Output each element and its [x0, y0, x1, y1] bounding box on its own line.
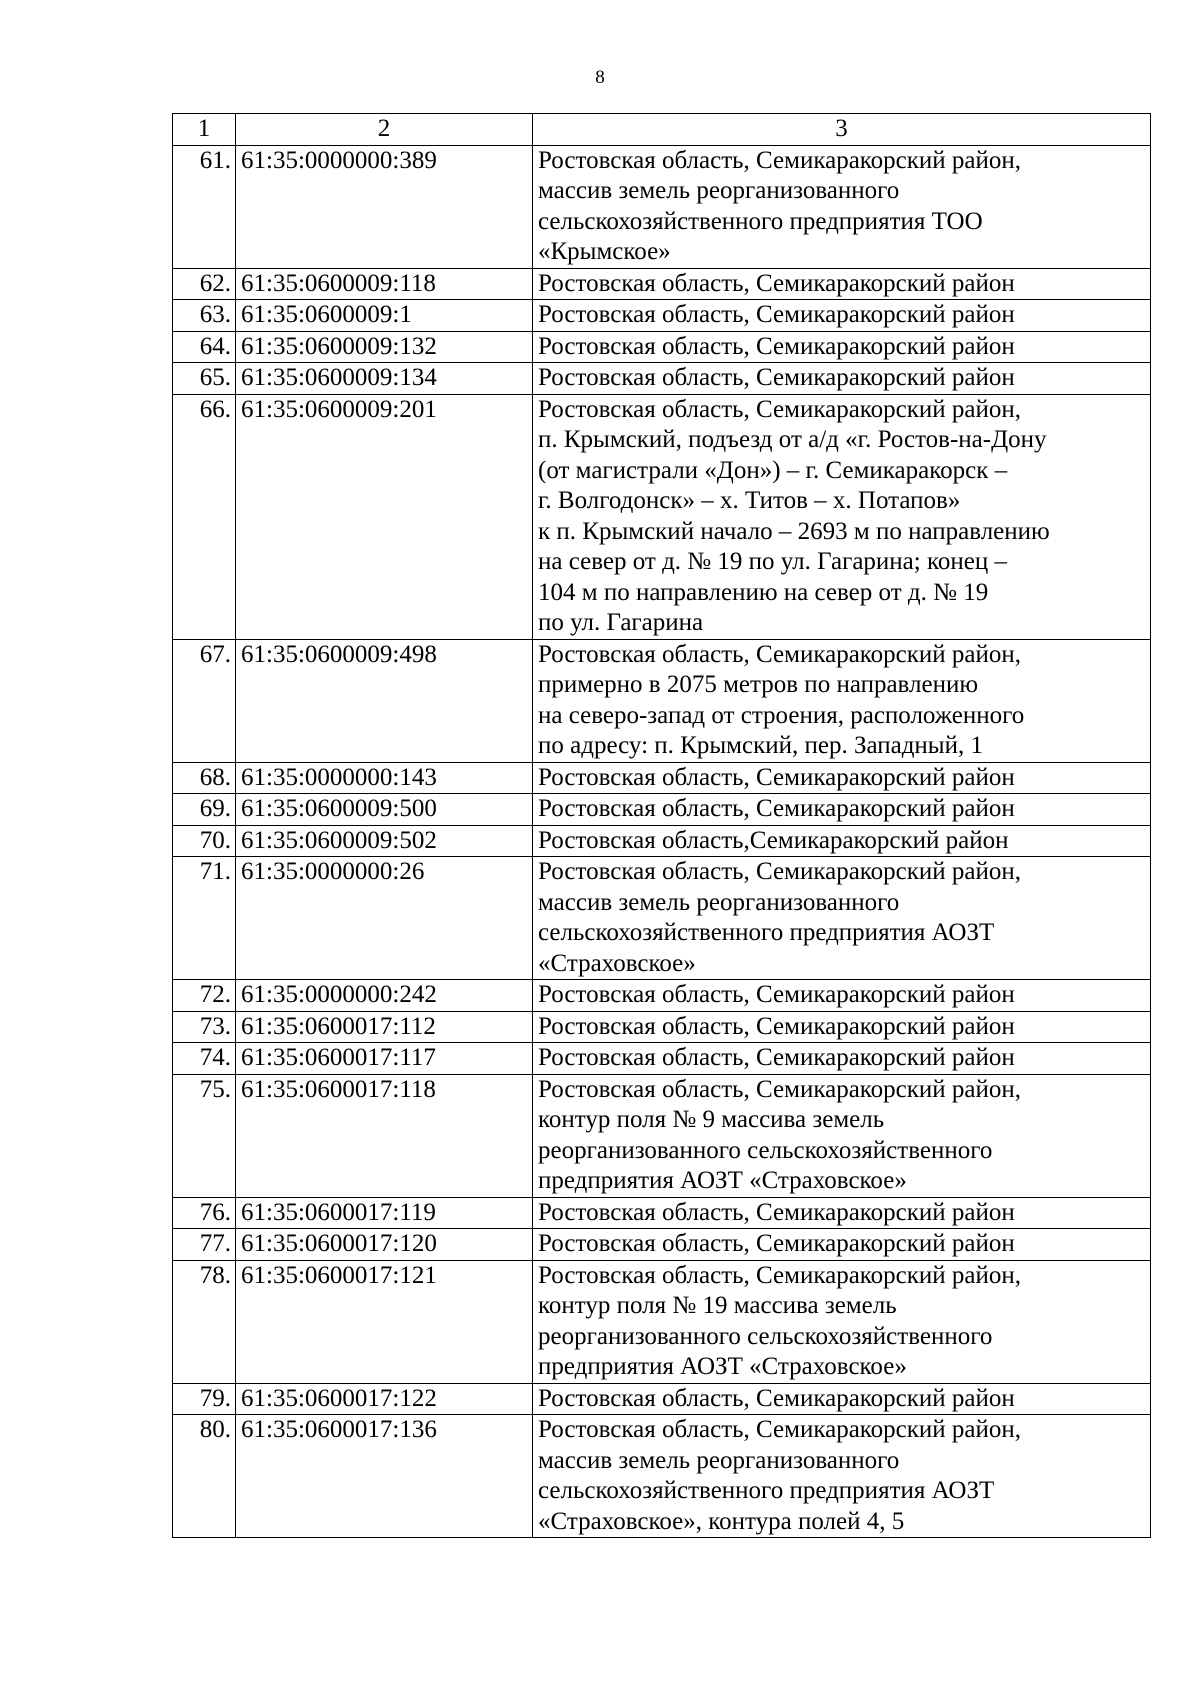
row-number: 71. — [173, 857, 236, 980]
parcel-address: Ростовская область,Семикаракорский район — [533, 825, 1151, 857]
cadastral-number: 61:35:0600009:132 — [236, 331, 533, 363]
parcel-address: Ростовская область, Семикаракорский район — [533, 762, 1151, 794]
row-number: 80. — [173, 1415, 236, 1538]
cadastral-number: 61:35:0600009:498 — [236, 639, 533, 762]
cadastral-number: 61:35:0000000:242 — [236, 980, 533, 1012]
parcel-address: Ростовская область, Семикаракорский район — [533, 1011, 1151, 1043]
table-row — [173, 1043, 1151, 1075]
parcel-address: Ростовская область, Семикаракорский район — [533, 1043, 1151, 1075]
row-number: 63. — [173, 300, 236, 332]
column-header-cadastral: 2 — [236, 114, 533, 146]
table-row — [173, 1074, 1151, 1197]
row-number: 78. — [173, 1260, 236, 1383]
cadastral-number: 61:35:0600009:502 — [236, 825, 533, 857]
table-row — [173, 1415, 1151, 1538]
cadastral-number: 61:35:0600017:118 — [236, 1074, 533, 1197]
row-number: 69. — [173, 794, 236, 826]
column-header-address: 3 — [533, 114, 1151, 146]
row-number: 73. — [173, 1011, 236, 1043]
parcel-address: Ростовская область, Семикаракорский район — [533, 300, 1151, 332]
row-number: 76. — [173, 1197, 236, 1229]
table-row — [173, 980, 1151, 1012]
row-number: 77. — [173, 1229, 236, 1261]
row-number: 67. — [173, 639, 236, 762]
page-number: 8 — [595, 67, 605, 88]
cadastral-number: 61:35:0000000:26 — [236, 857, 533, 980]
cadastral-number: 61:35:0600017:136 — [236, 1415, 533, 1538]
parcel-address: Ростовская область, Семикаракорский район — [533, 363, 1151, 395]
row-number: 65. — [173, 363, 236, 395]
cadastral-number: 61:35:0600017:122 — [236, 1383, 533, 1415]
parcel-address: Ростовская область, Семикаракорский район, массив земель реорганизованного сельскохозяйственного предприятия ТОО «Крымское» — [533, 145, 1151, 268]
column-header-number: 1 — [173, 114, 236, 146]
table-row — [173, 268, 1151, 300]
parcel-address: Ростовская область, Семикаракорский район — [533, 980, 1151, 1012]
cadastral-number: 61:35:0000000:389 — [236, 145, 533, 268]
row-number: 68. — [173, 762, 236, 794]
row-number: 62. — [173, 268, 236, 300]
cadastral-number: 61:35:0000000:143 — [236, 762, 533, 794]
parcel-address: Ростовская область, Семикаракорский район — [533, 1197, 1151, 1229]
table-header-row — [173, 114, 1151, 146]
cadastral-number: 61:35:0600009:1 — [236, 300, 533, 332]
table-row — [173, 331, 1151, 363]
table-row — [173, 1011, 1151, 1043]
cadastral-number: 61:35:0600017:121 — [236, 1260, 533, 1383]
row-number: 75. — [173, 1074, 236, 1197]
table-body — [173, 145, 1151, 1538]
parcel-address: Ростовская область, Семикаракорский район, п. Крымский, подъезд от а/д «г. Ростов-на-Дону (от магистрали «Дон») – г. Семикаракорск – г. Волгодонск» – х. Титов – х. Потапов» к п. Крымский начало – 2693 м по направлению на север от д. № 19 по ул. Гагарина; конец – 104 м по направлению на север от д. № 19 по ул. Гагарина — [533, 394, 1151, 639]
land-parcels-table — [172, 113, 1151, 1538]
cadastral-number: 61:35:0600009:134 — [236, 363, 533, 395]
row-number: 72. — [173, 980, 236, 1012]
parcel-address: Ростовская область, Семикаракорский район — [533, 268, 1151, 300]
parcel-address: Ростовская область, Семикаракорский район, массив земель реорганизованного сельскохозяйственного предприятия АОЗТ «Страховское» — [533, 857, 1151, 980]
table-row — [173, 145, 1151, 268]
cadastral-number: 61:35:0600009:500 — [236, 794, 533, 826]
cadastral-number: 61:35:0600009:201 — [236, 394, 533, 639]
cadastral-number: 61:35:0600009:118 — [236, 268, 533, 300]
table-row — [173, 639, 1151, 762]
parcel-address: Ростовская область, Семикаракорский район, примерно в 2075 метров по направлению на северо-запад от строения, расположенного по адресу: п. Крымский, пер. Западный, 1 — [533, 639, 1151, 762]
row-number: 74. — [173, 1043, 236, 1075]
table-row — [173, 394, 1151, 639]
table-row — [173, 300, 1151, 332]
cadastral-number: 61:35:0600017:119 — [236, 1197, 533, 1229]
table-row — [173, 1197, 1151, 1229]
table-row — [173, 363, 1151, 395]
table-row — [173, 1260, 1151, 1383]
row-number: 66. — [173, 394, 236, 639]
parcel-address: Ростовская область, Семикаракорский район — [533, 1383, 1151, 1415]
parcel-address: Ростовская область, Семикаракорский район — [533, 794, 1151, 826]
parcel-address: Ростовская область, Семикаракорский район — [533, 331, 1151, 363]
table-row — [173, 762, 1151, 794]
table-row — [173, 825, 1151, 857]
parcel-address: Ростовская область, Семикаракорский район, контур поля № 9 массива земель реорганизованного сельскохозяйственного предприятия АОЗТ «Страховское» — [533, 1074, 1151, 1197]
row-number: 61. — [173, 145, 236, 268]
row-number: 79. — [173, 1383, 236, 1415]
table-row — [173, 857, 1151, 980]
parcel-address: Ростовская область, Семикаракорский район — [533, 1229, 1151, 1261]
cadastral-number: 61:35:0600017:117 — [236, 1043, 533, 1075]
parcel-address: Ростовская область, Семикаракорский район, контур поля № 19 массива земель реорганизованного сельскохозяйственного предприятия АОЗТ «Страховское» — [533, 1260, 1151, 1383]
table-row — [173, 1383, 1151, 1415]
parcel-address: Ростовская область, Семикаракорский район, массив земель реорганизованного сельскохозяйственного предприятия АОЗТ «Страховское», контура полей 4, 5 — [533, 1415, 1151, 1538]
row-number: 70. — [173, 825, 236, 857]
table-row — [173, 794, 1151, 826]
row-number: 64. — [173, 331, 236, 363]
cadastral-number: 61:35:0600017:120 — [236, 1229, 533, 1261]
cadastral-number: 61:35:0600017:112 — [236, 1011, 533, 1043]
table-row — [173, 1229, 1151, 1261]
